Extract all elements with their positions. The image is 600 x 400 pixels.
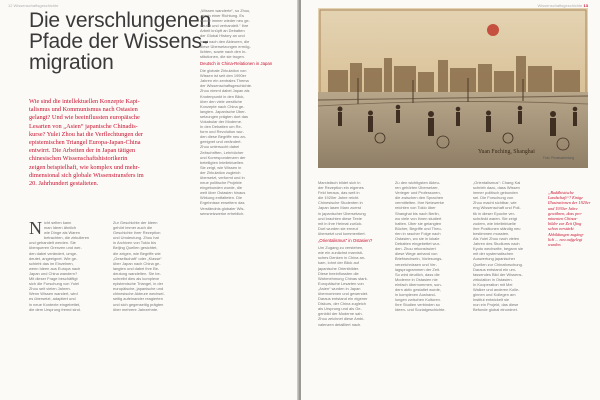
body-text-line: „Asien“ wurden in Japan (318, 285, 361, 291)
body-column-3 (200, 8, 280, 216)
body-text-line: schrieb dazu, dass Wissen (473, 185, 520, 191)
side-caption (548, 190, 596, 247)
body-text-line: bilder zur Zeit Qing (548, 221, 582, 227)
body-text-line: schreibt dies als komplexe (113, 276, 160, 282)
lead-line: 20. Jahrhundert gestalteten. (29, 180, 99, 188)
body-text-line: Kyoto wechselte, begann sie (473, 246, 524, 252)
body-text-line: „Buddhistische (548, 190, 574, 195)
body-text-line: in Archiven von Tokio bis (113, 240, 157, 246)
body-text-line: übersetzt, verformt und in (200, 175, 245, 180)
body-text-line: fragt nach den Akteuren, die (200, 38, 250, 44)
body-text-line: betrachten, die zirkulieren (44, 235, 90, 241)
body-text-line: Zhou macht sichtbar, wie (473, 200, 517, 206)
body-text-line: So wird deutlich, dass die (395, 271, 440, 277)
body-text-line: ginnen und Kollegen am (473, 292, 516, 298)
body-text-line: in neue Kontexte eingebettet, (29, 301, 81, 307)
body-text-line: eingebunden wurde, die (200, 185, 243, 191)
body-text-line: Dort wurden sie erneut (318, 225, 358, 231)
body-text-line: Sie zeigt, wie Wissen in (200, 164, 242, 170)
body-text-line: genbild der Moderne sah. (318, 311, 363, 317)
body-text-line: mit in ihre Heimat zurück. (318, 220, 363, 226)
body-text-line: zirkulation in Ostasien. (473, 276, 513, 282)
right-column-3-lines (473, 180, 543, 312)
body-text-line: valenzen detailliert nach. (318, 321, 362, 327)
right-column-1-lines-b (318, 245, 390, 327)
lead-line: kurse? Yulei Zhou hat die Verflechtungen der (29, 130, 144, 138)
body-text-line: Ergebnisse erweitern das (200, 200, 245, 206)
body-text-line: sich die Forschung von Yulei (29, 281, 80, 287)
body-text-line: stitutionen, die sie trugen. (200, 53, 245, 59)
body-text-line: immer politisch gebunden (473, 190, 518, 196)
right-column-2 (395, 180, 467, 312)
body-text-line: Landschaft“? Einige (548, 195, 584, 201)
lead-line: talismus und Kommunismus nach Ostasien (29, 106, 138, 114)
body-text-line: nun ein Projekt, das diese (473, 302, 519, 308)
body-text-line: Zhou nimmt dabei Japan als (200, 88, 250, 94)
body-text-line: Vokabular der Moderne. (200, 118, 243, 124)
body-text-line: reichten von Tokio über (395, 205, 436, 211)
body-text-line: Konzepte nach China ge- (200, 103, 245, 109)
body-text-line: wo viele von ihnen studiert (395, 215, 442, 221)
body-text-line: Abbildungen zugäng- (548, 231, 584, 237)
body-text-line: beteiligten Intellektuellen. (200, 159, 245, 165)
body-text-line: chinesische Akteure wechsel- (113, 291, 165, 297)
right-page (301, 0, 600, 400)
body-text-line: in komplexen Aushand- (395, 292, 436, 298)
body-text-line: Beijing Quellen gesichtet, (113, 245, 158, 251)
body-text-line: Moderne in Ostasien nie (395, 276, 438, 282)
body-text-line: der Global History an und (200, 33, 245, 39)
body-text-line: über Japan nach China ge- (113, 260, 161, 266)
body-text-line: europäische, japanische und (113, 286, 164, 292)
right-column-1 (318, 180, 390, 327)
body-text-line: Marxistisch bildet sich in (318, 180, 361, 185)
body-column-1-lines (29, 220, 109, 312)
body-text-line: Zhou seit vielen Jahren. (29, 286, 71, 292)
title-line: Die verschlungenen (29, 9, 212, 32)
body-text-line: Japan lasen Marx zuerst (318, 205, 361, 211)
body-text-line: geeignet und verändert. (200, 139, 242, 145)
body-text-line: über mehrere Jahrzehnte. (113, 306, 159, 312)
body-text-line: Arbeit knüpft an Debatten (200, 28, 245, 34)
body-text-line: und 1930er Jahre (548, 205, 578, 211)
photo-credit: Foto: Privatsammlung (543, 156, 575, 160)
body-text-line: Wenn Wissen wandert, wird (29, 291, 78, 297)
lead-line: chinesischen Wissenschaftshistorikerin (29, 155, 128, 163)
body-text-line: deutet und verhandelt.“ Ihre (200, 23, 249, 29)
postcard-caption: Yuan Fuching, Shanghai (478, 149, 535, 155)
lead-line: gelangt? Und wie beeinflussten europäische (29, 114, 140, 122)
body-text-line: dern aktiv gestaltet wurde, (395, 286, 441, 292)
body-text-line: mit der systematischen (473, 251, 514, 257)
body-text-line: langten. Japanische Über- (200, 108, 246, 114)
side-caption-lines (548, 190, 596, 247)
article-lead (29, 98, 197, 188)
title-line: Pfade der Wissens- (29, 30, 209, 53)
body-text-line: einfach übernommen, son- (395, 281, 442, 287)
body-text-line: lichten, sowie nach den In- (200, 48, 247, 54)
right-column-3 (473, 180, 543, 312)
body-text-line: Daraus entstand ein eigener (318, 296, 368, 302)
body-text-line: Jahren des Studiums nach (473, 241, 520, 247)
body-text-line: Die globale Zirkulation von (200, 68, 247, 74)
body-text-line: neue politische Projekte (200, 180, 242, 186)
sun-shape (487, 24, 499, 36)
body-text-line: diese Übersetzungen ermög- (200, 43, 251, 49)
body-text-line: Zeitschriften, Lehrbücher (200, 149, 244, 155)
body-text-line: Auswertung japanischer (473, 256, 516, 262)
section-subhead: „Orientalismus“ in Ostasien? (318, 238, 373, 244)
body-text-line: Ideen- und Sozialgeschichte. (395, 307, 446, 313)
right-column-1-lines (318, 180, 390, 236)
body-text-line: die zwischen den Sprachen (395, 195, 444, 201)
body-text-line: die dem Ursprung fremd sind. (29, 306, 81, 312)
body-text-line: Feld heraus, das weit in (318, 190, 360, 196)
lead-line: epistemischen Triangel Europa-Japan-China (29, 139, 141, 147)
body-text-line: lich ... neu aufgelegt (548, 236, 583, 242)
historical-postcard-image (318, 8, 588, 168)
body-text-line: wurden. (548, 242, 562, 248)
body-text-line: übernommen und gewendet. (318, 290, 369, 296)
body-text-line: und brachten diese Texte (318, 215, 362, 221)
body-text-line: ihre Positionen ständig neu (473, 225, 521, 231)
body-text-line: Zhou zeichnet diese Ambi- (318, 316, 365, 322)
body-text-line: der Rezeption ein eigenes (318, 185, 364, 191)
body-text-line: Briefwechseln, Vorlesungs- (395, 256, 443, 262)
body-text-line: Mit dieser Frage beschäftigt (29, 276, 78, 282)
body-text-line: und Umdeutung. Zhou hat (113, 235, 159, 241)
body-column-2-lines (113, 220, 191, 312)
body-text-line: Europäische Lesarten von (318, 280, 364, 286)
body-text-line: wie Dinge als Waren (44, 230, 80, 236)
body-text-line: Walker und anderen Kolle- (473, 286, 520, 292)
body-text-line: gehört immer auch die (113, 225, 153, 231)
body-text-line: In Kooperation mit Mei (473, 281, 513, 287)
body-text-line: Als Yulei Zhou nach vielen (473, 236, 520, 242)
body-text-line: Geschichte ihrer Rezeption (113, 230, 161, 236)
body-text-line: Bücher, Begriffe und Theo- (395, 225, 442, 231)
body-text-line: langten und dabei ihre Be- (113, 265, 160, 271)
body-text-line: sei. Die Forschung von (473, 195, 514, 201)
body-text-line: Diskurs, der China zugleich (318, 301, 366, 307)
body-text-line: japanische Orientbilder. (318, 265, 360, 271)
body-text-line: eng Wissenschaft und Poli- (473, 205, 521, 211)
body-text-line: Illustrationen der 1920er (548, 200, 591, 206)
body-text-line: schränkt waren. Sie zeigt (473, 215, 517, 221)
body-text-line: diese Wege anhand von (395, 251, 438, 257)
body-text-line: man Ideen ähnlich (44, 225, 77, 231)
body-text-line: Ihre Studien verbinden so (395, 302, 440, 308)
body-text-line: rien in rascher Folge nach (395, 230, 441, 236)
body-text-line: Chinesische Studenten in (318, 200, 363, 206)
body-column-2 (113, 220, 191, 312)
body-text-line: der Wissenschaftsgeschichte. (200, 83, 253, 89)
body-text-line: wenn Ideen aus Europa nach (29, 265, 81, 271)
body-text-line: In den Debatten um Re- (200, 124, 243, 130)
body-text-line: tik in dieser Epoche ver- (473, 210, 516, 216)
body-text-line: „nie in einer Richtung. Es (200, 13, 244, 19)
body-text-line: kam, lohnt der Blick auf (318, 260, 359, 266)
body-text-line: als Ursprung und als Ge- (318, 306, 362, 312)
body-text-line: sensnetzwerke erheblich. (200, 210, 245, 216)
right-column-2-lines (395, 180, 467, 312)
postcard-illustration (318, 8, 588, 168)
body-column-3-lines (200, 8, 280, 59)
body-text-line: Wahrnehmung Chinas stark. (318, 275, 368, 281)
body-text-line: setzungen prägten dort das (200, 113, 248, 119)
body-text-line: und Korrespondenzen der (200, 154, 246, 160)
body-text-line: Um Zugang zu verstehen, (318, 245, 364, 251)
body-text-line: die 1920er Jahre reicht. (318, 195, 360, 201)
body-text-line: verzeichnissen und Ver- (395, 261, 438, 267)
body-text-line: seitig aufeinander reagierten (113, 296, 163, 302)
body-text-line: Verständnis globaler Wis- (200, 205, 245, 211)
body-text-line: und sich gegenseitig prägten (113, 301, 164, 307)
body-text-line: Zhou untersucht dabei (200, 144, 240, 150)
lead-line: dimensional sich globale Wissenstransfers im (29, 171, 144, 179)
body-text-line: schieht das im Einzelnen, (29, 260, 74, 266)
body-text-line: den diese Begriffe neu an- (200, 134, 247, 140)
left-running-head: 12 Wissenschaftsgeschichte (8, 3, 59, 8)
body-text-line: wie ein zunächst marxisti- (318, 250, 364, 256)
body-text-line: übersetzt und kommentiert. (318, 230, 366, 236)
body-text-line: Institut entwickelt sie (473, 297, 510, 303)
body-text-line: sches Denken in China an- (318, 255, 366, 261)
body-text-line: gewähren, dass pro- (548, 210, 583, 216)
body-text-line: lungen zwischen Kulturen. (395, 297, 441, 303)
body-text-line: schon verstärkt (548, 226, 574, 232)
body-text-line: Daraus entstand ein um- (473, 266, 517, 272)
lead-line: zeigen beispielhaft, wie komplex und mehr- (29, 163, 140, 171)
body-text-line: deutet, angeeignet. Wie ge- (29, 255, 78, 261)
body-text-line: „Orientalismus“: Chang Kai (473, 180, 521, 185)
body-text-line: über den viele westliche (200, 98, 243, 104)
body-text-line: Verleger und Professoren, (395, 190, 441, 196)
body-text-line: weit über Ostasien hinaus (200, 190, 246, 196)
body-text-line: minenten Chinas- (548, 216, 578, 222)
body-text-line: Ostasien, wo sie in lokale (395, 236, 440, 242)
body-text-line: und gehandelt werden. Sie (29, 240, 76, 246)
body-text-line: es übersetzt, adaptiert und (29, 296, 76, 302)
body-text-line: „Gesellschaft“ oder „Klasse“ (113, 255, 162, 261)
body-text-line: den. Zhou rekonstruiert (395, 246, 436, 252)
body-column-1 (29, 220, 109, 312)
body-text-line: „Wissen wanderte“, so Zhou, (200, 8, 251, 13)
body-column-3-lines-b (200, 68, 280, 216)
body-text-line: zudem, wie Intellektuelle (473, 220, 516, 226)
body-text-line: in japanischer Übersetzung (318, 210, 366, 216)
drop-cap: N (29, 220, 42, 236)
body-text-line: deutung wandelten. Sie be- (113, 270, 161, 276)
body-text-line: Debatten eingebettet wur- (395, 241, 441, 247)
body-text-line: form und Revolution wur- (200, 129, 244, 135)
body-text-line: Diese beeinflussten die (318, 270, 359, 276)
body-text-line: hatten. Über sie gelangten (395, 220, 442, 226)
body-text-line: Befunde global einordnet. (473, 307, 518, 313)
body-text-line: Japan und China wandern? (29, 270, 78, 276)
body-text-line: icht selten kann (44, 220, 72, 225)
lead-line: entwirrt. Die Arbeiten der in Japan tätigen (29, 147, 136, 155)
lead-line: Lesarten von „Asien“ japanische Chinadis- (29, 122, 138, 130)
body-text-line: lagsprogrammen der Zeit. (395, 266, 441, 272)
body-text-line: Wirkung entfalteten. Die (200, 195, 243, 201)
body-text-line: Shanghai bis nach Berlin, (395, 210, 440, 216)
left-page (0, 0, 299, 400)
body-text-line: ren gehörten Übersetzer, (395, 185, 439, 191)
body-text-line: fassendes Bild der Wissens- (473, 271, 523, 277)
body-text-line: Quellen zur Chinaforschung. (473, 261, 523, 267)
section-subhead: Deutsch in China-Relationen in Japan (200, 60, 273, 66)
lead-line: Wie sind die intellektuellen Konzepte Kapi- (29, 98, 140, 105)
body-text-line: Knotenpunkt in den Blick, (200, 93, 245, 99)
page-number: 13 (583, 3, 588, 8)
body-text-line: vermittelten. Ihre Netzwerke (395, 200, 445, 206)
body-text-line: wurde immer wieder neu ge- (200, 18, 250, 24)
body-text-line: Zur Geschichte der Ideen (113, 220, 158, 225)
body-text-line: epistemische Triangel, in der (113, 281, 164, 287)
body-text-line: die zeigen, wie Begriffe wie (113, 250, 161, 256)
body-text-line: Jahren ein zentrales Thema (200, 78, 249, 84)
right-running-head-text: Wissenschaftsgeschichte (537, 3, 583, 8)
body-text-line: bestimmen mussten. (473, 230, 510, 236)
body-text-line: überqueren Grenzen und wer- (29, 245, 82, 251)
body-text-line: Zu den wichtigsten Akteu- (395, 180, 441, 185)
body-text-line: den dabei verändert, umge- (29, 250, 78, 256)
title-line: migration (29, 51, 114, 74)
body-text-line: Wissen ist seit den 1990er (200, 73, 247, 79)
body-text-line: der Zirkulation zugleich (200, 169, 241, 175)
